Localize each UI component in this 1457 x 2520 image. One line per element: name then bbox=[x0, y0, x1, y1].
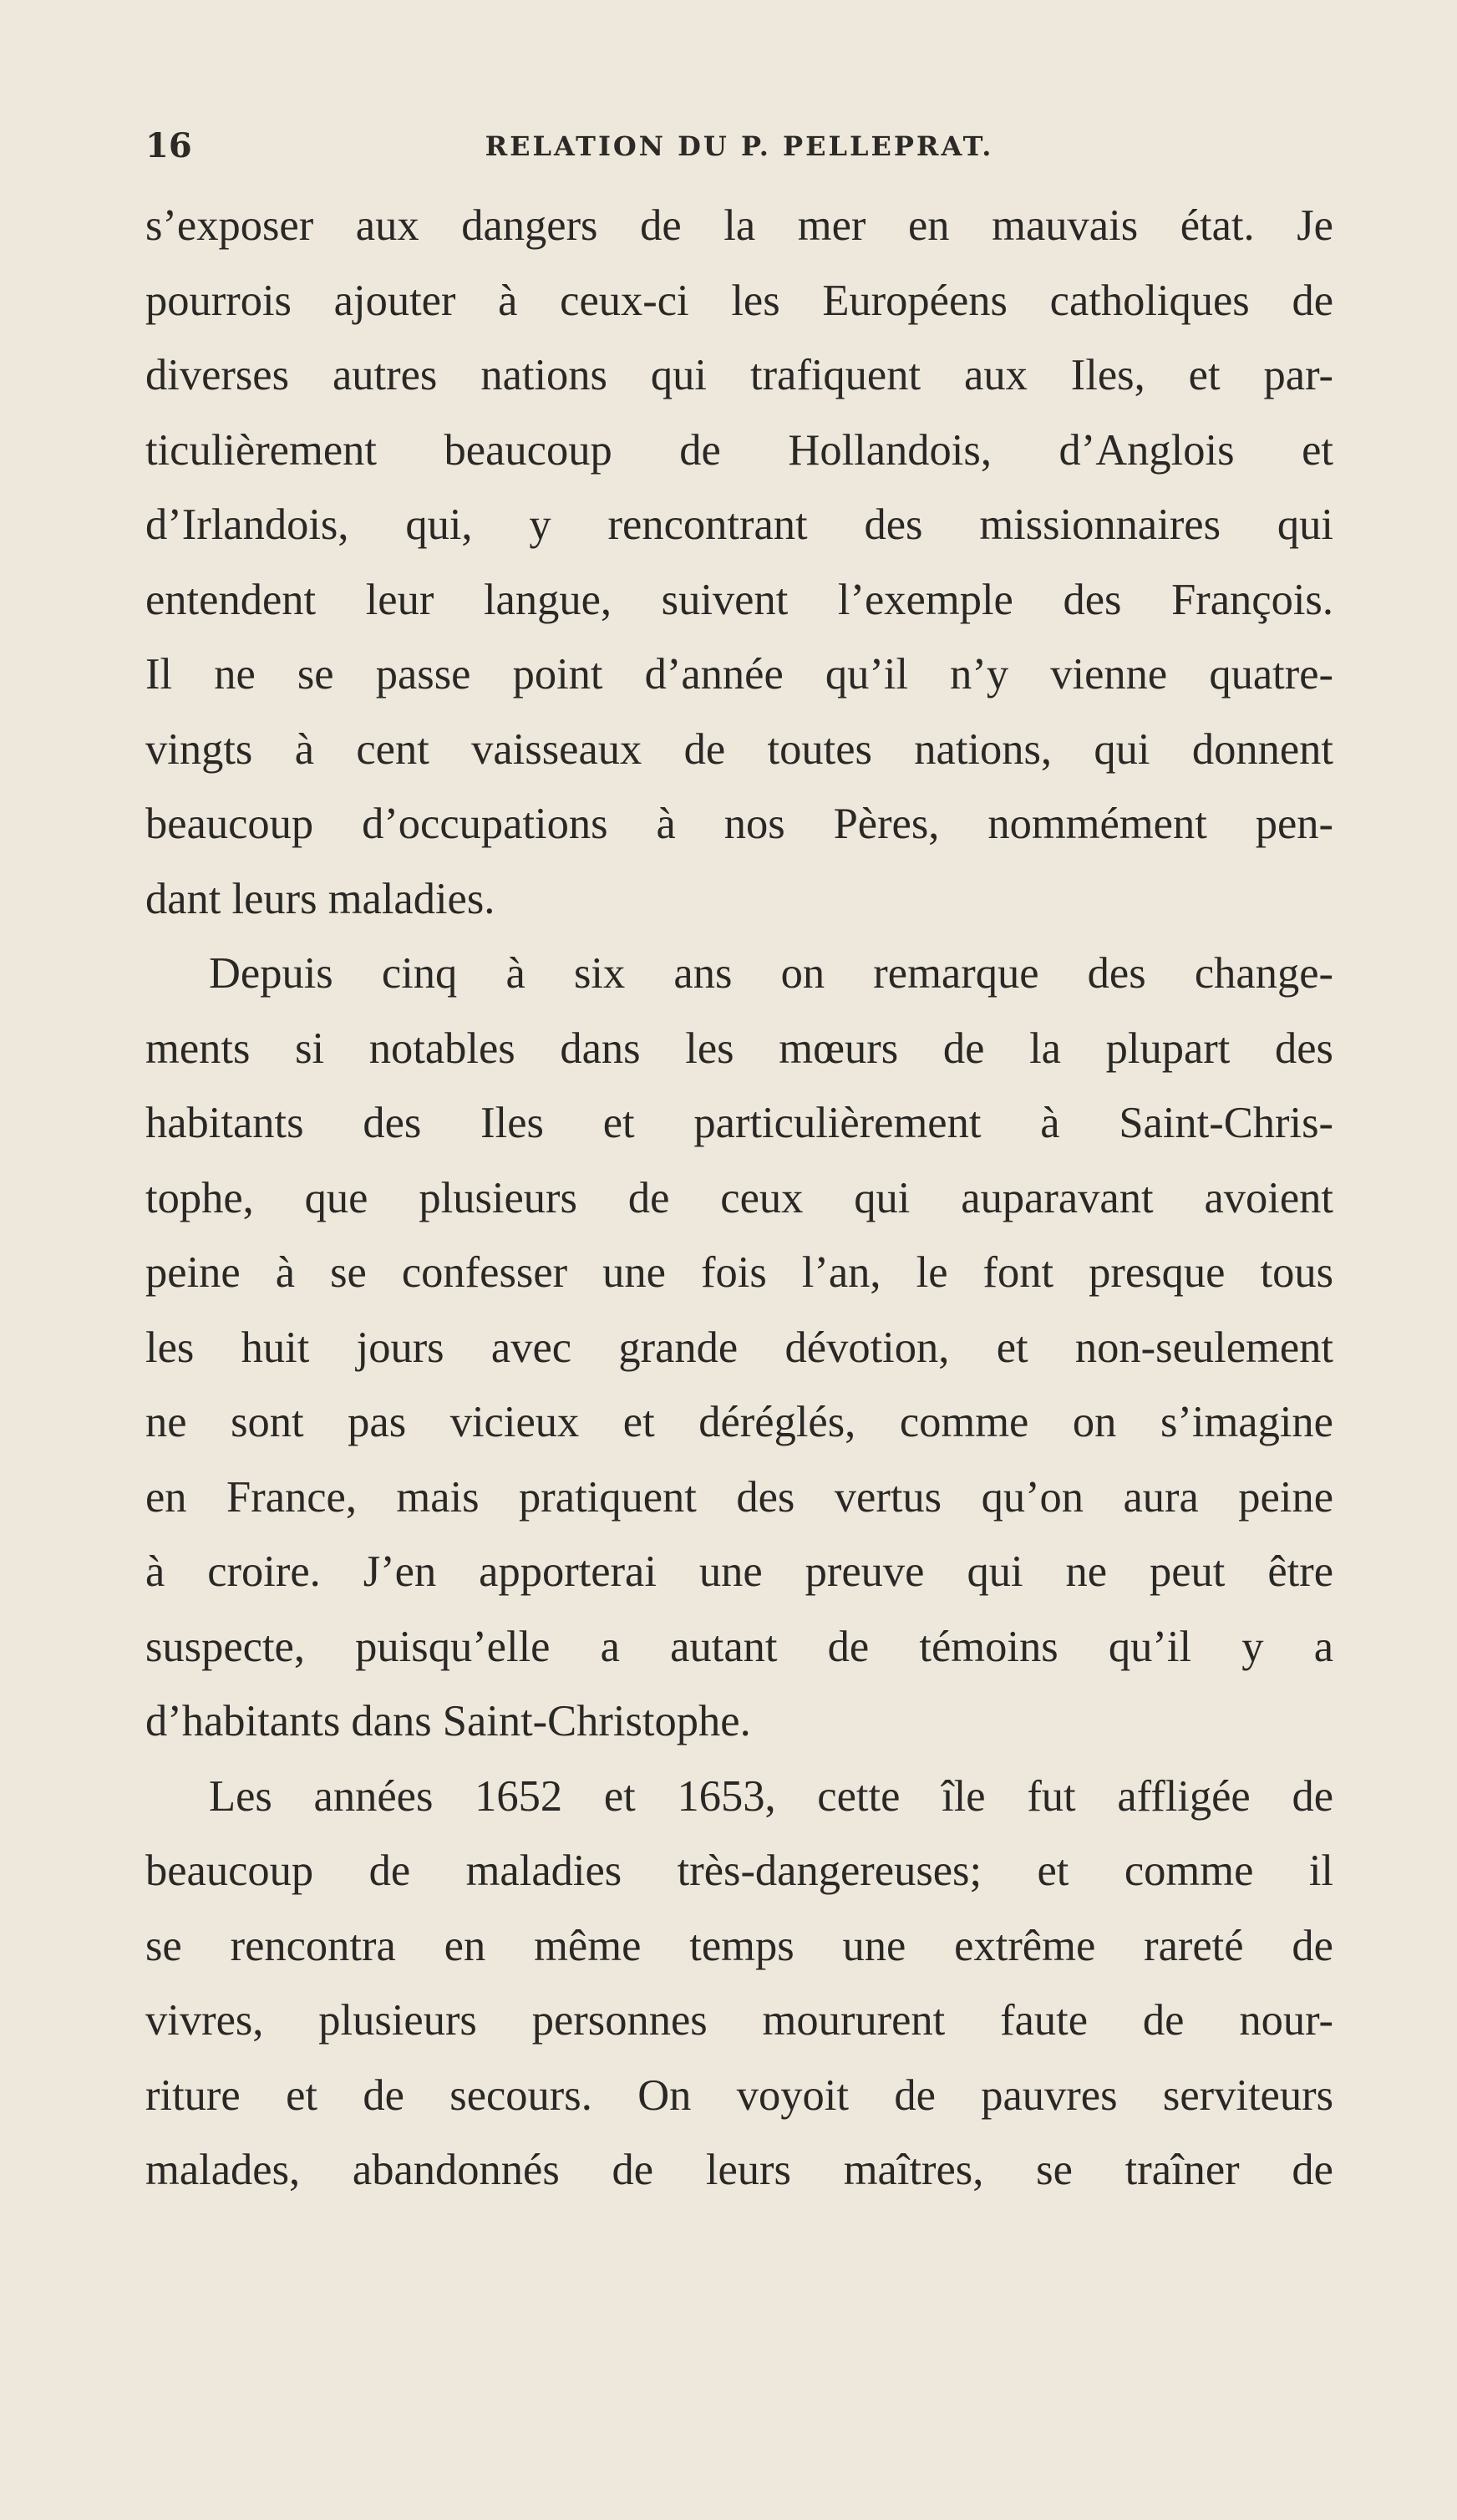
text-line: beaucoup de maladies très-dangereuses; et comme il bbox=[145, 1847, 1333, 1895]
running-title: RELATION DU P. PELLEPRAT. bbox=[485, 130, 994, 162]
text-line: à croire. J’en apporterai une preuve qui ne peut être bbox=[145, 1547, 1333, 1596]
text-line: diverses autres nations qui trafiquent aux Iles, et par- bbox=[145, 351, 1333, 399]
text-line: Il ne se passe point d’année qu’il n’y vienne quatre- bbox=[145, 650, 1333, 699]
running-head bbox=[145, 124, 1333, 169]
text-line: vingts à cent vaisseaux de toutes nations, qui donnent bbox=[145, 724, 1333, 774]
text-line: tophe, que plusieurs de ceux qui auparavant avoient bbox=[145, 1173, 1333, 1222]
text-line: entendent leur langue, suivent l’exemple des François. bbox=[145, 575, 1333, 624]
text-line: se rencontra en même temps une extrême rareté de bbox=[145, 1921, 1333, 1970]
text-line: riture et de secours. On voyoit de pauvres serviteurs bbox=[145, 2070, 1333, 2120]
text-line: s’exposer aux dangers de la mer en mauvais état. Je bbox=[145, 201, 1333, 250]
text-line: Les années 1652 et 1653, cette île fut affligée de bbox=[209, 1771, 1333, 1821]
text-line: dant leurs maladies. bbox=[145, 874, 495, 923]
text-line: Depuis cinq à six ans on remarque des change- bbox=[209, 949, 1333, 998]
text-line: malades, abandonnés de leurs maîtres, se traîner de bbox=[145, 2146, 1333, 2194]
text-line: pourrois ajouter à ceux-ci les Européens catholiques de bbox=[145, 276, 1333, 325]
text-line: habitants des Iles et particulièrement à Saint-Chris- bbox=[145, 1099, 1333, 1147]
text-line: ticulièrement beaucoup de Hollandois, d’Anglois et bbox=[145, 425, 1333, 475]
text-line: suspecte, puisqu’elle a autant de témoins qu’il y a bbox=[145, 1622, 1333, 1671]
page-number: 16 bbox=[145, 126, 192, 165]
text-line: les huit jours avec grande dévotion, et non-seulement bbox=[145, 1323, 1333, 1372]
text-line: peine à se confesser une fois l’an, le font presque tous bbox=[145, 1248, 1333, 1297]
text-line: en France, mais pratiquent des vertus qu’on aura peine bbox=[145, 1472, 1333, 1522]
text-line: ne sont pas vicieux et déréglés, comme on s’imagine bbox=[145, 1398, 1333, 1446]
body-text bbox=[145, 189, 1333, 2208]
text-line: beaucoup d’occupations à nos Pères, nommément pen- bbox=[145, 800, 1333, 848]
text-line: d’habitants dans Saint-Christophe. bbox=[145, 1697, 751, 1745]
text-line: ments si notables dans les mœurs de la plupart des bbox=[145, 1024, 1333, 1073]
text-line: d’Irlandois, qui, y rencontrant des missionnaires qui bbox=[145, 500, 1333, 549]
text-line: vivres, plusieurs personnes moururent faute de nour- bbox=[145, 1996, 1333, 2045]
